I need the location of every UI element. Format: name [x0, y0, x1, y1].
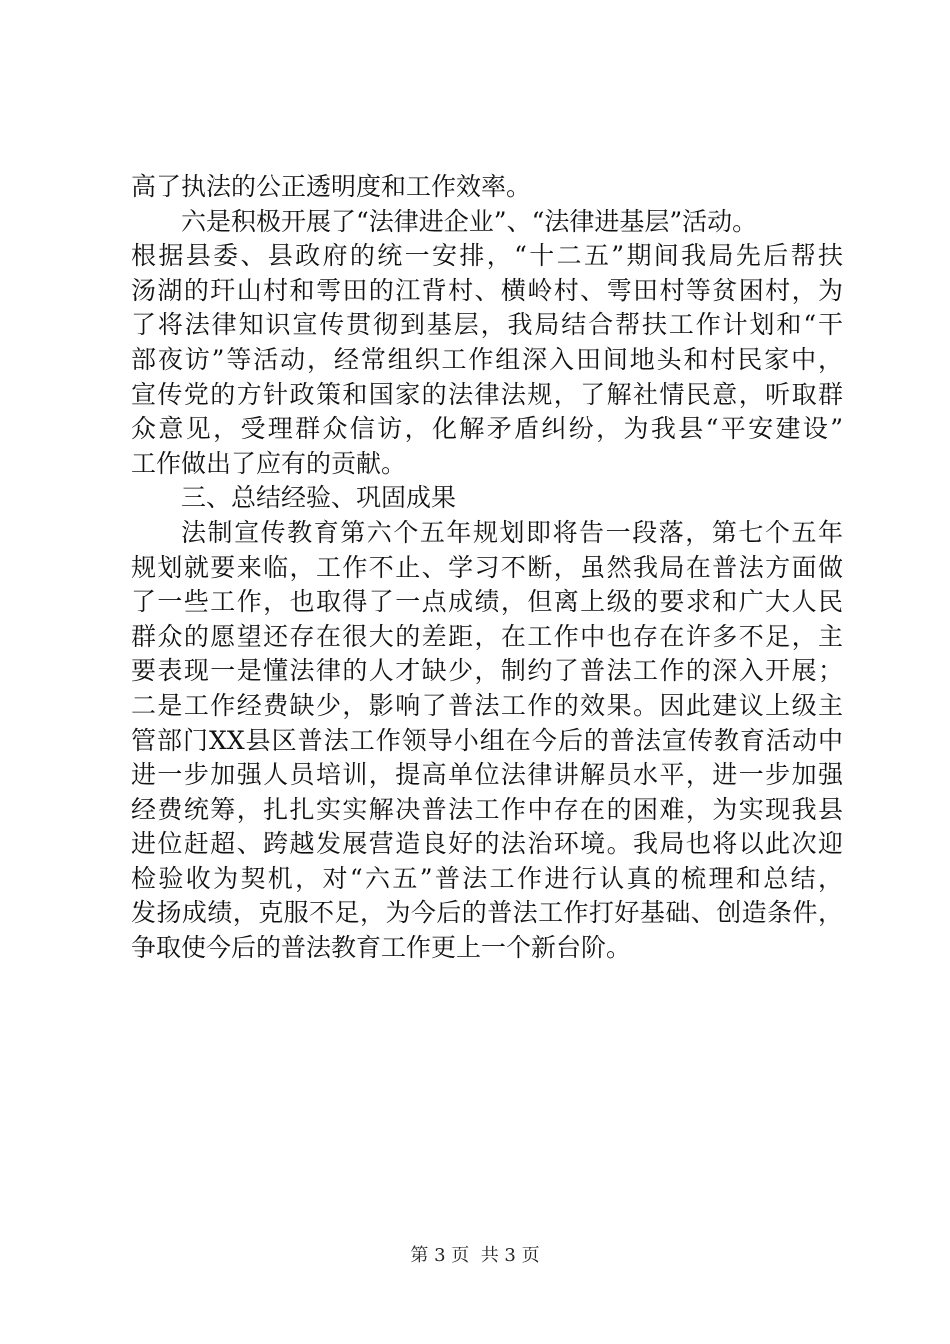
- text-line: 群众的愿望还存在很大的差距，在工作中也存在许多不足，主: [131, 621, 843, 651]
- text-line: 众意见，受理群众信访，化解矛盾纠纷，为我县“平安建设”: [131, 414, 843, 444]
- text-line: 了将法律知识宣传贯彻到基层，我局结合帮扶工作计划和“干: [131, 310, 843, 340]
- text-line: 要表现一是懂法律的人才缺少，制约了普法工作的深入开展；: [131, 656, 843, 686]
- text-line: 了一些工作，也取得了一点成绩，但离上级的要求和广大人民: [131, 587, 843, 617]
- text-line: 检验收为契机，对“六五”普法工作进行认真的梳理和总结，: [131, 863, 843, 893]
- text-line: 经费统筹，扎扎实实解决普法工作中存在的困难，为实现我县: [131, 794, 843, 824]
- text-line: 根据县委、县政府的统一安排，“十二五”期间我局先后帮扶: [131, 241, 843, 271]
- document-body: [131, 170, 843, 966]
- text-line: 六是积极开展了“法律进企业”、“法律进基层”活动。: [181, 206, 758, 236]
- text-line: 管部门XX县区普法工作领导小组在今后的普法宣传教育活动中: [131, 725, 843, 755]
- text-line: 法制宣传教育第六个五年规划即将告一段落，第七个五年: [181, 517, 843, 547]
- text-line: 发扬成绩，克服不足，为今后的普法工作打好基础、创造条件，: [131, 898, 843, 928]
- text-line: 宣传党的方针政策和国家的法律法规，了解社情民意，听取群: [131, 379, 843, 409]
- text-line: 二是工作经费缺少，影响了普法工作的效果。因此建议上级主: [131, 690, 843, 720]
- text-line: 部夜访”等活动，经常组织工作组深入田间地头和村民家中，: [131, 344, 843, 374]
- text-line: 争取使今后的普法教育工作更上一个新台阶。: [131, 933, 632, 963]
- text-line: 进一步加强人员培训，提高单位法律讲解员水平，进一步加强: [131, 760, 843, 790]
- page-number-footer: 第 3 页 共 3 页: [410, 1245, 540, 1266]
- text-line: 汤湖的玕山村和雩田的江背村、横岭村、雩田村等贫困村，为: [131, 275, 843, 305]
- text-line: 规划就要来临，工作不止、学习不断，虽然我局在普法方面做: [131, 552, 843, 582]
- text-line: 高了执法的公正透明度和工作效率。: [131, 172, 532, 201]
- section-heading: 三、总结经验、巩固成果: [181, 483, 457, 513]
- text-line: 工作做出了应有的贡献。: [131, 448, 407, 478]
- text-line: 进位赶超、跨越发展营造良好的法治环境。我局也将以此次迎: [131, 829, 843, 859]
